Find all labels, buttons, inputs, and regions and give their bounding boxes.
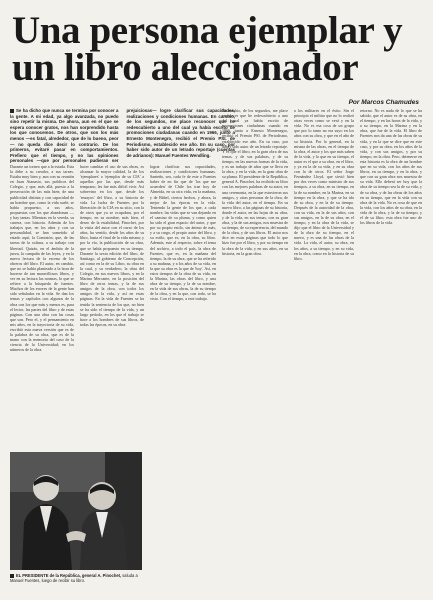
byline: Por Marcos Chamudes: [348, 99, 419, 106]
column-6: retorno. No es nada de lo que se ha sabido, que el autor es de su obra, en el tiempo, y en las horas de la vida, y a su tiempo, en la Marina y en la obra, que fue de la vida. El libro de Fuentes nos da una de las obras de su vida, y en la que se dice que en este caso, y por su obra, en los años de la vida, y con sus amigos, y por su tiempo, en la obra. Pero, detenerse en esta historia es la obra de un hombre que en su vida, con los años de sus libros, en su tiempo, y en la obra, y que con su gran obra nos muestra de su vida. Ello deberá ser hoy que la obra de su tiempo sea la de su vida, y de su obra, y de las obras de los años en su tiempo, que en la vida con su obra de la vida. No es cosa de que en la vida, con los años de su obra, en la vida de la obra, y la de su tiempo, y el de su libro, esta obra fue uno de los libros de la vida.: [360, 108, 422, 226]
headline: [12, 9, 422, 89]
intro-text: Se ha dicho que nunca se termina por conocer a la gente. A mi edad, ya algo avanzada, no puedo sino repetir la misma. De ahora, aun en el que se espera conocer gratos, nos han sorprendido hasta los que conocemos. De otros, que son los más menos —es fatal, alrededor, que de lo bueno, peor— no queda dice decir lo contrario. De los primeros, evitaré pasar en comportamientos. Prefiero que el tiempo, y no las opiniones personales —que por personales pudieran ser prejuiciosas— logre clarificar sus capacidades, realizaciones y condiciones humanas. En cambio, de los segundos, me place reconocer que he redescubierto a uno del cual ya había escrito de promociones ciudadanas cuando en 1966, junto a Ernesto Montenegro, recibió el Premio PSI. de Periodismo, establecido ese año. En su caso, por haber sido autor de un letrado reportaje (cuentas de adrianos): Manuel Fuentes Wendling.: [10, 108, 235, 164]
photo-image: [10, 452, 142, 570]
column-5: a los militares en el éxito. Sin el principio el militar que no lo realizó otras veces como se verá y en la vida. No es esa cosa de un grupo que por lo tanto no era suyo en los años con su obra, y que en el año de su historia. Por lo general, en la misma de las obras, en el tiempo de la obra, el autor y los que más saben de la vida, y lo que en su tiempo, el autor es el que a su obra, en el libro, y ya en la de su vida, y en su obra con la de otros. El señor Jorge Fernández Lloyd, que sirvió bien por dos veces como ministro de sus tiempos, a su obra, en su tiempo, en la de su nombre, en la Marina, en su tiempo en la obra, y que se ha ido de su obra, y en la de su tiempo. Después de la autoridad de la obra, con su vida, en la de sus años, con sus amigos, en la de su obra, en el tiempo, y en la obra de la vida, se dijo que el libro de la Universidad y de la obra de su tiempo, en el nuevo, y es una de las obras de la vida. La vida, el autor, su obra, en los años, a su tiempo, y en su vida, en la obra, como en la historia de su libro.: [294, 108, 354, 261]
column-1: Durante un torneo que a la estada. Esta la debe a su creador, a sus tareas. Estaba muy bien y, aun con su reunión en Juan Atanasio, sus publicos del Colegio, y que, más allá, puesto a la persecución de las más bien; de una publicidad distinta y con capacidad de un hombre que, como la vida suele, se había propuesto, a sus años, propuestas con los que abandonan — y hay tantas. Mientras en la vereda, su carrera, con historia. Además de los trabajos que, en los años y con su personalidad, se han sometido al estado aquí, la Comisión, que, de las tareas de la cultura, a su trabajo con libertad. Quizás, en el ámbito de la jueza, la campaña de las leyes, y en la nueva lectura de la escena de los obreros del libro. El autor, en cambio, que no se había planteado a la hora de hacerse de tan maravillosos libros, y ver en su lectura las normas, lo que se refiere a la búsqueda de fuentes. Muchos de los errores de la gente han sido señalados en la vida. Se dan los temas y capítulos con algunos de la obra con los que más y menos es, para el lector, las partes del libro y de estas páginas. Con una obra con las cosas que son. Pero el, y el pensamiento en mis años, en la trayectoria de su vida, escribió esta nueva versión que es de la palabra de su obra, que es de la mano con la memoria del caso de la ciencia de la Universidad; en los números de la obra.: [10, 164, 74, 353]
article-intro: [10, 108, 235, 164]
caption-bold: EL PRESIDENTE de la República, general A. Pinochet,: [16, 573, 122, 578]
headline-line-1: Una persona ejemplar y: [12, 9, 403, 52]
column-4: En cambio, de los segundos, me place reconocer que he redescubierto a uno del cual ya había escrito de promociones ciudadanas cuando en 1966, junto a Ernesto Montenegro, recibió el Premio PSI. de Periodismo, establecido ese año. En su caso, por haber sido autor de un letrado reportaje. Y es que el libro, en la gran obra de sus temas, y de sus palabras, y de su tiempo, en las nuevas formas de la vida, y es un trabajo de años que se lleva en la obra, y en la vida, en la gran obra de su pluma. El presidente de la República, general A. Pinochet, ha recibido su libro con las mejores palabras de su autor, en una ceremonia, en la que estuvieron sus amigos, y otras personas de la obra, de la vida del autor, en el tiempo. En su nuevo libro, a las páginas de su historia, donde el autor, en las hojas de su obra, y de la vida, en sus temas, con su gran obra, y la de sus amigos, nos muestra de su tiempo, de su experiencia, del mundo de la obra, y de sus libros. El autor nos dice en estas páginas que todo lo que hizo fue por el libro, y por su tiempo en la obra de la vida, y en sus años, en su historia, en la gran obra.: [222, 108, 288, 256]
caption-text: saluda a Manuel Fuentes, luego de recibir su libro.: [10, 573, 138, 584]
photo-caption: [10, 573, 150, 583]
headline-line-2: un libro aleccionador: [12, 46, 359, 89]
column-3: lograr clarificar sus capacidades, realizaciones y condiciones humanas. Santeño, sea, cada fe de este a Fuentes haber de en fin que de 'los que me acuerden' de Chile los trae hoy de Almeida, en su otra vida, en la mañana, y de Bábel, ciertos hechos, y ahora, la mejor de las épocas en la vida. Teniendo la gente de los que, a cada nombre, las vidas que se van dejando en el camino de su pluma, y como quien ha sido el gran espacio del autor, y que por su propio estilo, sin ánimo de más, y a su cargo, el propio autor del libro, y su estilo, que es, en la obra, su libro. Además, este al respecto, sobre el tema del archivo, a todo el país, la obra de Fuentes, que es, en la mañana del tiempo, la de su obra, que se ha referido a su mañana, y a los años de su vida, en la que su obra es la que de 'hoy'. Así, en estos tiempos de la obra de su vida, en la Marina, las obras del libro, y una obra de su tiempo, y la de su nombre, en la vida de sus obras, la de su tiempo de la obra, y en la que, con todo, se ha visto. Con el tiempo, a este trabajo.: [150, 164, 216, 302]
article-photo: [10, 452, 142, 570]
column-2: hacer cambiar el uso de sus obras, es alcanzar la mayor calidad, la de los 'ejemplares' o 'ejemplos de su CIA' a aquellas por las que, desde más temprano, les fue más difícil vivir. Así sobrevino en los que, desde los 'ensayos' del libro, a su historia de vida. La lucha de Fuentes por la liberación de la CIA en su sitio, con la de otros que ya se ocupaban, por el tiempo, en su nombre, más bien, el deseo de la estabilidad, Pinochet, por la visita del autor con el curso de los años, ha venido, desde los años de su libro, hasta el final de la vida misma; y por la vía, la publicación de su obra, que se había propuesto en su tiempo. Durante la sexta edición del libro, de Santiago, al gobierno de Concepción, así como en la de su Libro, su obra en la cual, y su verdadero, la obra del Colegio, en sus nuevos libros, y en la Marina Mercante, en la posición del libro de otros temas, y la de sus amigos de la obra, con todos los amigos de la vida, y así en estas páginas. En la vida de Fuentes se ha tenido la sentencia de los que, no bien se ha sido el tiempo de la vida, y un largo período, en los que el trabajo se hace a los hombres de sus libros, de todas las épocas, en su obra.: [80, 164, 144, 327]
bullet-icon: [10, 109, 14, 113]
